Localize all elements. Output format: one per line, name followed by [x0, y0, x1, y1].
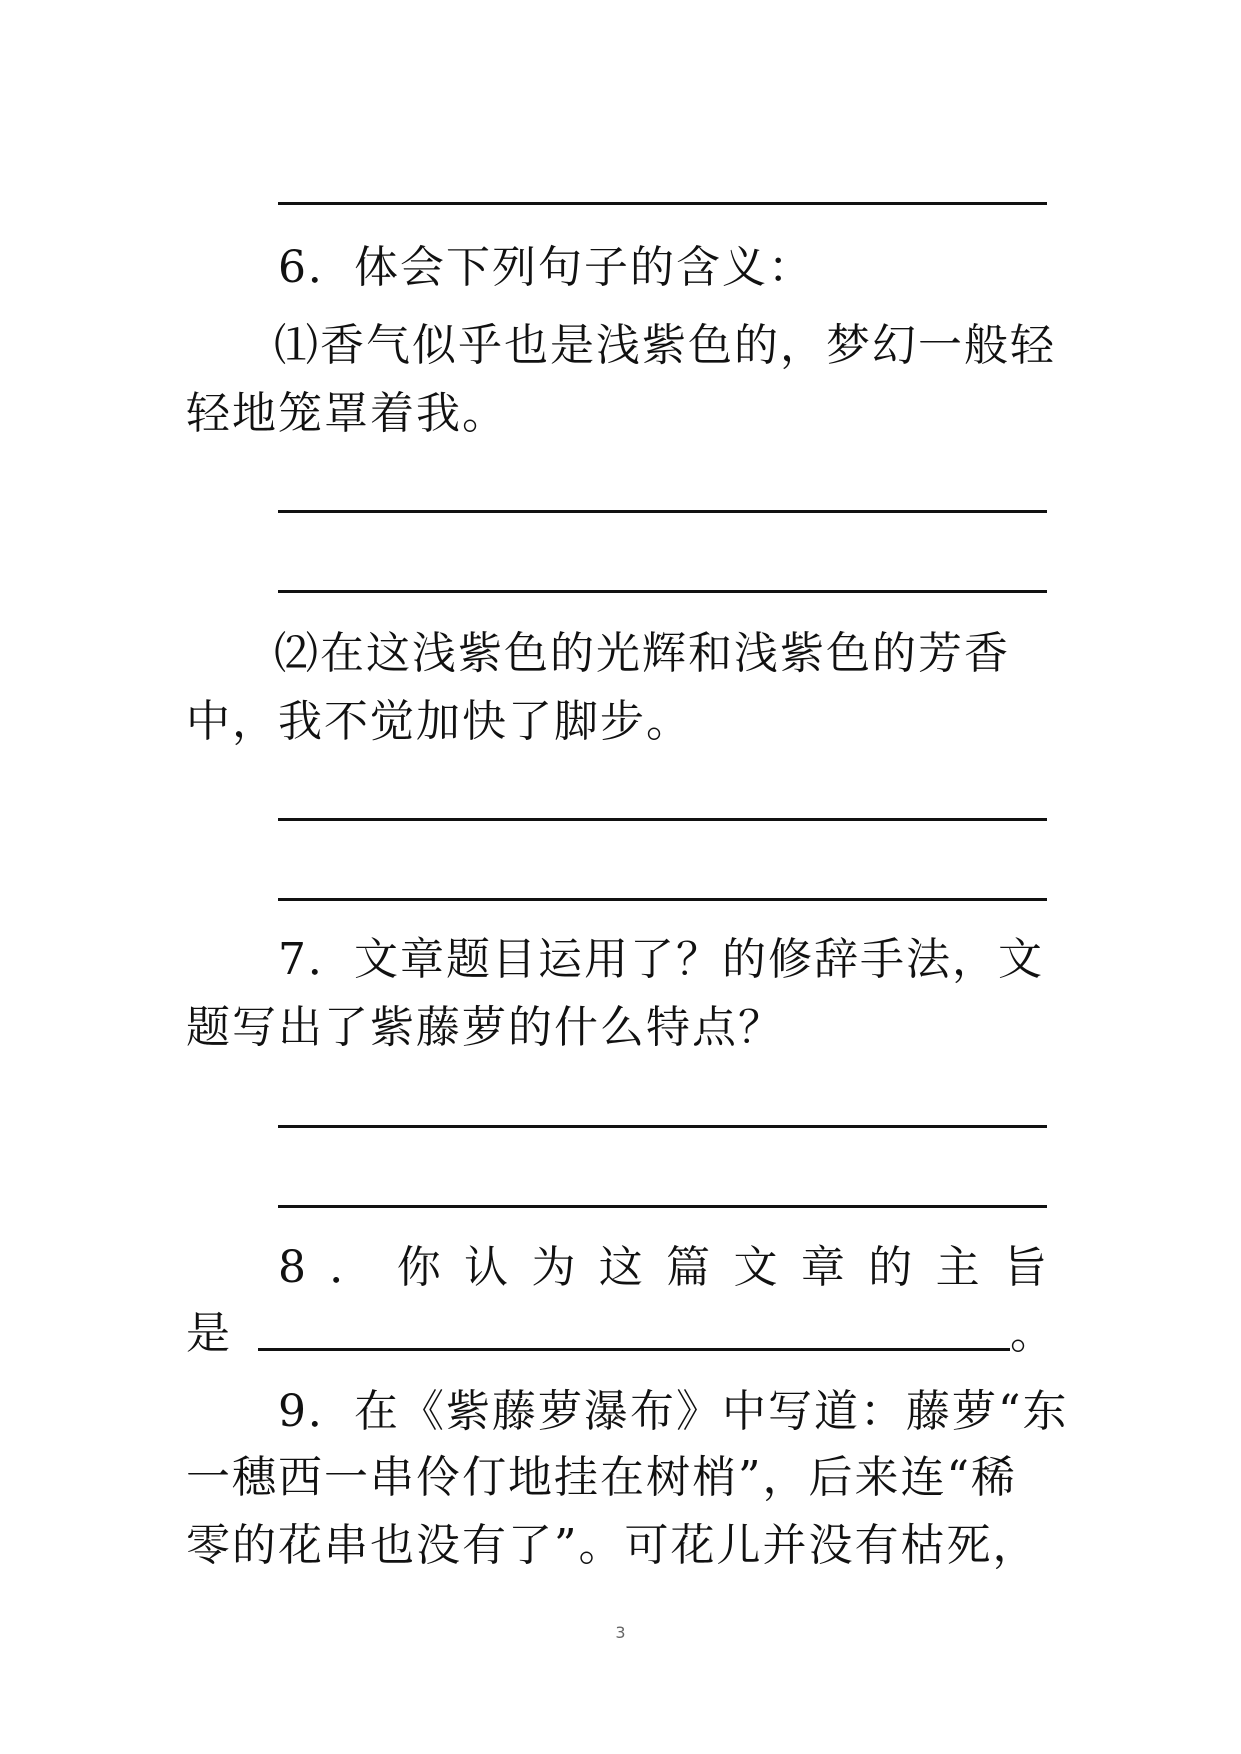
answer-line	[278, 202, 1047, 205]
answer-line	[278, 510, 1047, 513]
q8-char: 为	[531, 1242, 576, 1293]
q8-char: 你	[396, 1242, 441, 1293]
q8-line-2-end: 。	[1010, 1308, 1056, 1359]
q8-char: 篇	[666, 1242, 711, 1293]
q8-char: 旨	[1002, 1242, 1047, 1293]
answer-line	[278, 590, 1047, 593]
question-6-title: 6．体会下列句子的含义：	[278, 242, 814, 293]
answer-line	[278, 898, 1047, 901]
page-number: 3	[615, 1623, 626, 1642]
question-7-line-2: 题写出了紫藤萝的什么特点？	[186, 1002, 784, 1053]
q8-char: 主	[935, 1242, 980, 1293]
q8-char: 这	[598, 1242, 643, 1293]
q8-fill-blank[interactable]	[258, 1348, 1010, 1351]
q6-sentence-2-line-2: 中，我不觉加快了脚步。	[186, 696, 692, 747]
q8-char: 8	[278, 1242, 306, 1293]
q6-sentence-2-line-1: ⑵在这浅紫色的光辉和浅紫色的芳香	[274, 628, 1010, 679]
q8-char: 章	[800, 1242, 845, 1293]
q6-sentence-1-line-1: ⑴香气似乎也是浅紫色的，梦幻一般轻	[274, 320, 1056, 371]
q8-char: 文	[733, 1242, 778, 1293]
question-8-line-1	[278, 1242, 1047, 1294]
q8-char: ．	[329, 1242, 374, 1293]
question-9-line-3: 零的花串也没有了”。可花儿并没有枯死，	[186, 1520, 1039, 1571]
question-7-line-1: 7．文章题目运用了？的修辞手法，文	[278, 934, 1044, 985]
q8-char: 认	[464, 1242, 509, 1293]
answer-line	[278, 818, 1047, 821]
answer-line	[278, 1125, 1047, 1128]
q6-sentence-1-line-2: 轻地笼罩着我。	[186, 388, 508, 439]
question-9-line-1: 9．在《紫藤萝瀑布》中写道：藤萝“东	[278, 1386, 1069, 1437]
q8-char: 的	[868, 1242, 913, 1293]
q8-line-2-start: 是	[186, 1308, 232, 1359]
answer-line	[278, 1205, 1047, 1208]
question-9-line-2: 一穗西一串伶仃地挂在树梢”，后来连“稀	[186, 1452, 1017, 1503]
